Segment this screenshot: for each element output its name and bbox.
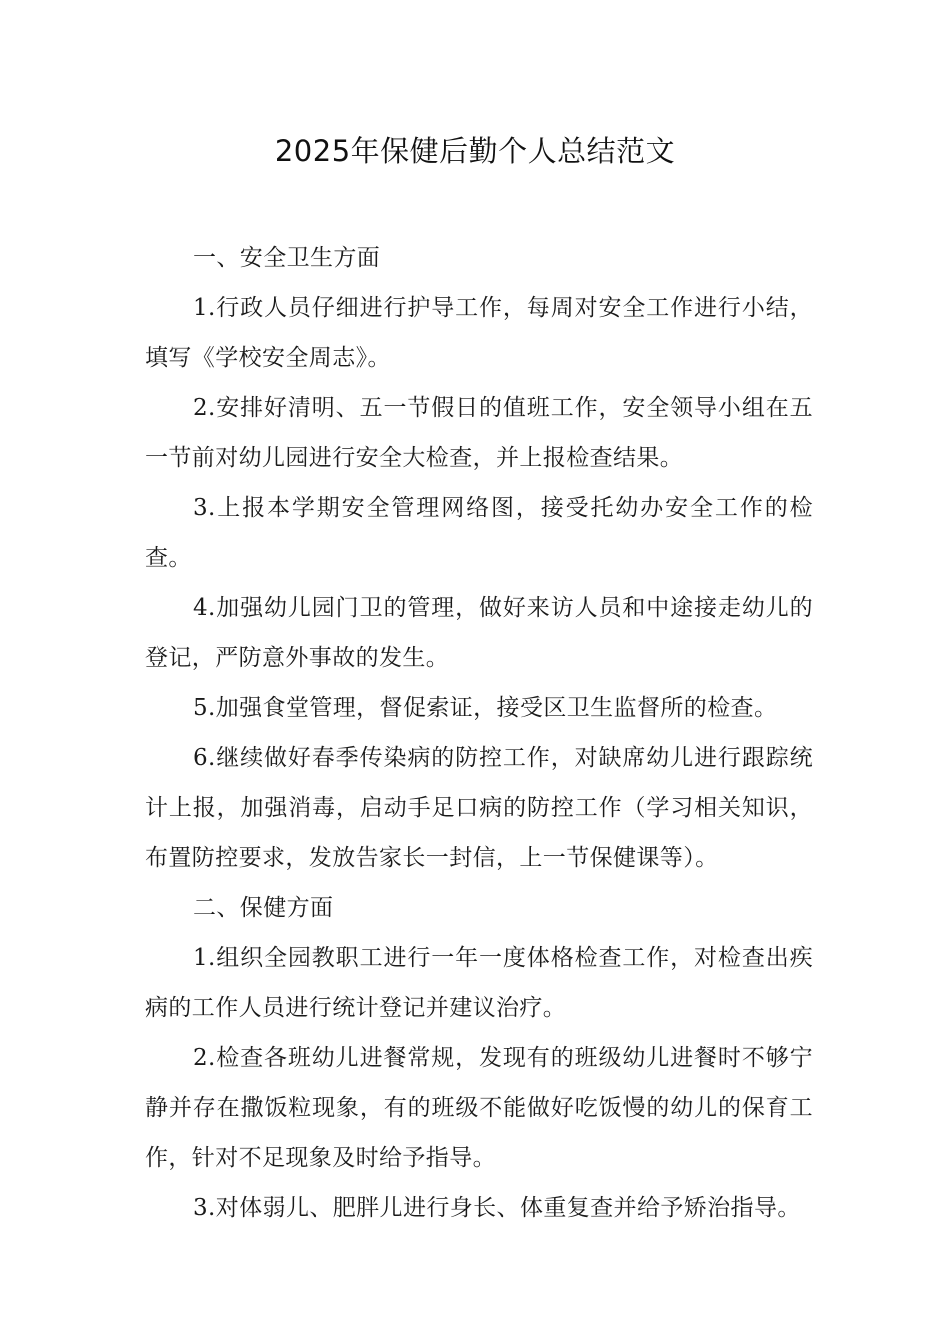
section-heading-safety: 一、安全卫生方面 bbox=[193, 245, 381, 271]
paragraph: 1.组织全园教职工进行一年一度体格检查工作，对检查出疾病的工作人员进行统计登记并建议治疗。 bbox=[145, 945, 813, 1021]
paragraph: 5.加强食堂管理，督促索证，接受区卫生监督所的检查。 bbox=[193, 695, 778, 721]
document-title: 2025年保健后勤个人总结范文 bbox=[274, 134, 676, 168]
paragraph: 2.安排好清明、五一节假日的值班工作，安全领导小组在五一节前对幼儿园进行安全大检查，并上报检查结果。 bbox=[145, 395, 813, 471]
document-body bbox=[145, 233, 813, 1233]
paragraph: 2.检查各班幼儿进餐常规，发现有的班级幼儿进餐时不够宁静并存在撒饭粒现象，有的班级不能做好吃饭慢的幼儿的保育工作，针对不足现象及时给予指导。 bbox=[145, 1045, 813, 1171]
section-heading-health: 二、保健方面 bbox=[193, 895, 334, 921]
paragraph: 1.行政人员仔细进行护导工作，每周对安全工作进行小结，填写《学校安全周志》。 bbox=[145, 295, 813, 371]
paragraph: 6.继续做好春季传染病的防控工作，对缺席幼儿进行跟踪统计上报，加强消毒，启动手足口病的防控工作（学习相关知识，布置防控要求，发放告家长一封信，上一节保健课等）。 bbox=[145, 745, 813, 871]
paragraph: 3.对体弱儿、肥胖儿进行身长、体重复查并给予矫治指导。 bbox=[193, 1195, 801, 1221]
paragraph: 3.上报本学期安全管理网络图，接受托幼办安全工作的检查。 bbox=[145, 495, 813, 571]
paragraph: 4.加强幼儿园门卫的管理，做好来访人员和中途接走幼儿的登记，严防意外事故的发生。 bbox=[145, 595, 813, 671]
